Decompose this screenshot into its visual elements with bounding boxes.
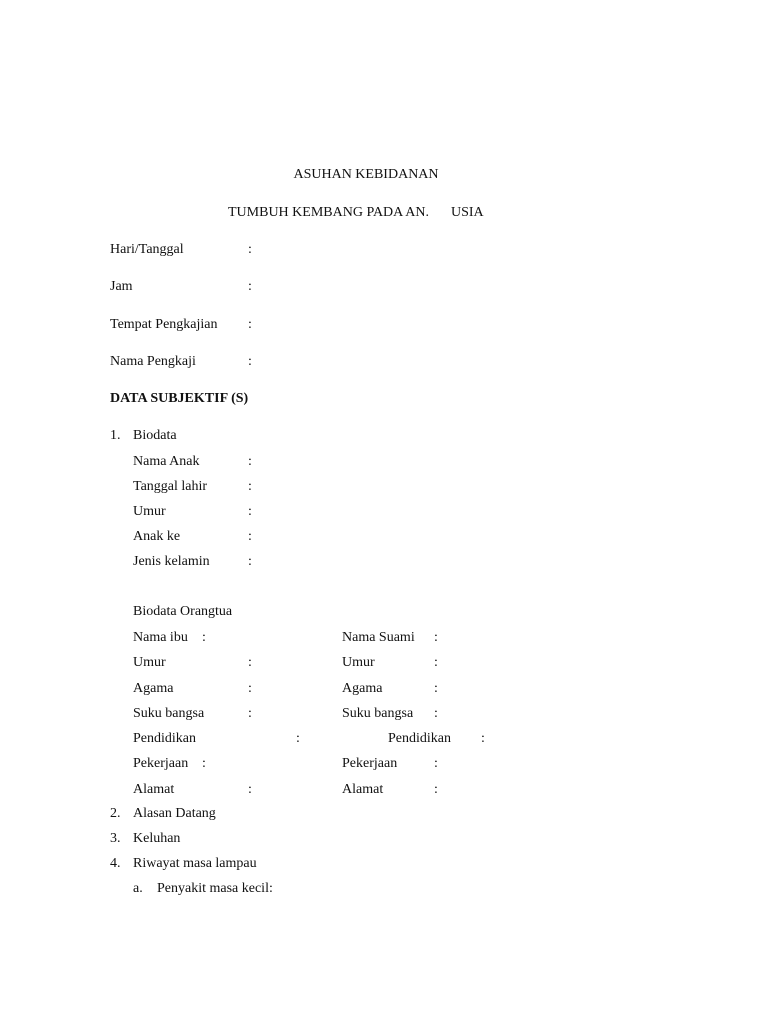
list-item-biodata: Biodata: [133, 428, 177, 443]
child-field-umur: Umur: [133, 504, 166, 519]
field-colon: :: [481, 731, 485, 746]
field-colon: :: [202, 756, 206, 771]
parent-field-alamat-ibu: Alamat: [133, 782, 175, 797]
field-label-tempat-pengkajian: Tempat Pengkajian: [110, 317, 218, 332]
list-item-alasan-datang: Alasan Datang: [133, 806, 216, 821]
list-item-keluhan: Keluhan: [133, 831, 181, 846]
field-colon: :: [248, 317, 252, 332]
field-colon: :: [248, 454, 252, 469]
parent-field-suku-bangsa-ibu: Suku bangsa: [133, 706, 205, 721]
parent-field-umur-ibu: Umur: [133, 655, 166, 670]
document-subtitle: [228, 205, 484, 221]
sub-item-letter: a.: [133, 881, 143, 896]
parent-field-umur-suami: Umur: [342, 655, 375, 670]
field-colon: :: [248, 242, 252, 257]
field-label-jam: Jam: [110, 279, 133, 294]
list-item-riwayat-masa-lampau: Riwayat masa lampau: [133, 856, 257, 871]
field-colon: :: [248, 279, 252, 294]
field-colon: :: [248, 554, 252, 569]
parent-field-agama-suami: Agama: [342, 681, 383, 696]
field-colon: :: [248, 782, 252, 797]
field-colon: :: [434, 681, 438, 696]
parent-field-nama-suami: Nama Suami: [342, 630, 415, 645]
child-field-nama-anak: Nama Anak: [133, 454, 200, 469]
field-colon: :: [434, 706, 438, 721]
field-colon: :: [434, 630, 438, 645]
document-title: ASUHAN KEBIDANAN: [293, 167, 439, 182]
parent-field-pendidikan-ibu: Pendidikan: [133, 731, 196, 746]
field-colon: :: [248, 681, 252, 696]
parent-field-suku-bangsa-suami: Suku bangsa: [342, 706, 414, 721]
field-label-nama-pengkaji: Nama Pengkaji: [110, 354, 196, 369]
field-colon: :: [248, 655, 252, 670]
parent-field-pekerjaan-ibu: Pekerjaan: [133, 756, 189, 771]
child-field-jenis-kelamin: Jenis kelamin: [133, 554, 210, 569]
field-colon: :: [248, 504, 252, 519]
field-colon: :: [202, 630, 206, 645]
parent-field-pendidikan-suami: Pendidikan: [388, 731, 451, 746]
field-colon: :: [248, 354, 252, 369]
sub-item-penyakit-masa-kecil: Penyakit masa kecil:: [157, 881, 273, 896]
parent-field-pekerjaan-suami: Pekerjaan: [342, 756, 398, 771]
field-colon: :: [248, 529, 252, 544]
subtitle-main: TUMBUH KEMBANG PADA AN.: [228, 205, 429, 220]
field-colon: :: [434, 655, 438, 670]
subtitle-age: USIA: [450, 205, 484, 220]
list-item-number: 3.: [110, 831, 121, 846]
list-item-number: 1.: [110, 428, 121, 443]
child-field-tanggal-lahir: Tanggal lahir: [133, 479, 208, 494]
parent-field-agama-ibu: Agama: [133, 681, 174, 696]
field-colon: :: [296, 731, 300, 746]
parent-field-nama-ibu: Nama ibu: [133, 630, 188, 645]
child-field-anak-ke: Anak ke: [133, 529, 181, 544]
field-colon: :: [248, 706, 252, 721]
field-colon: :: [434, 782, 438, 797]
list-item-number: 4.: [110, 856, 121, 871]
parent-field-alamat-suami: Alamat: [342, 782, 384, 797]
field-colon: :: [434, 756, 438, 771]
list-item-number: 2.: [110, 806, 121, 821]
field-colon: :: [248, 479, 252, 494]
parents-heading: Biodata Orangtua: [133, 604, 233, 619]
section-heading-data-subjektif: DATA SUBJEKTIF (S): [110, 391, 249, 406]
field-label-hari-tanggal: Hari/Tanggal: [110, 242, 184, 257]
